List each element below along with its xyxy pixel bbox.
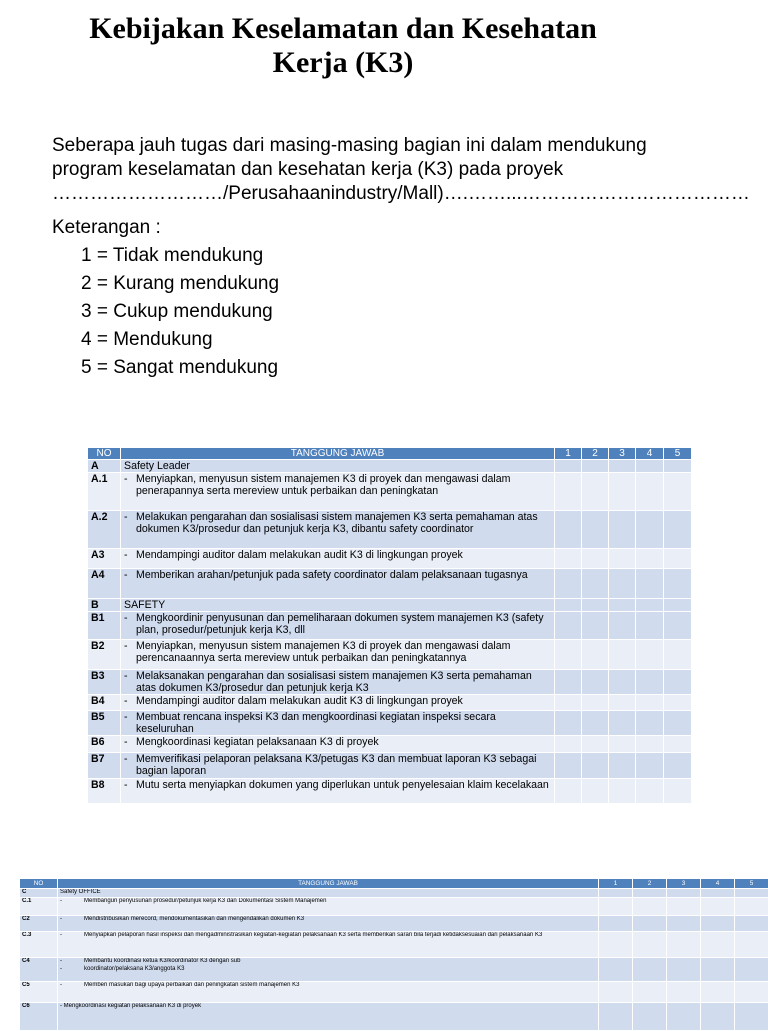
score-cell-3[interactable] — [609, 695, 636, 711]
score-cell-3[interactable] — [609, 753, 636, 779]
section-title: Safety Leader — [124, 460, 551, 472]
bullet-dash: - — [124, 779, 136, 791]
score-cell-1[interactable] — [555, 753, 582, 779]
row-number: C.3 — [20, 932, 58, 958]
score-cell-3[interactable] — [667, 932, 701, 958]
title-line-2: Kerja (K3) — [0, 46, 686, 80]
score-cell-2[interactable] — [582, 549, 609, 569]
score-cell-2[interactable] — [582, 511, 609, 549]
score-cell-3[interactable] — [667, 916, 701, 932]
table-row — [88, 640, 692, 670]
score-cell-2[interactable] — [582, 695, 609, 711]
row-number: A — [88, 460, 121, 473]
responsibility-text: Membantu koordinasi ketua K3/koordinator K3 dengan sub koordinator/pelaksana K3/anggota K3 — [84, 958, 596, 973]
score-cell-2[interactable] — [633, 916, 667, 932]
row-number: C — [20, 889, 58, 898]
score-cell-2[interactable] — [633, 958, 667, 982]
bullet-dash: - — [124, 511, 136, 535]
row-number: B8 — [88, 779, 121, 804]
score-cell-4[interactable] — [636, 695, 664, 711]
responsibility-text: Mutu serta menyiapkan dokumen yang diperlukan untuk penyelesaian klaim kecelakaan — [136, 779, 551, 791]
score-cell-5[interactable] — [664, 736, 692, 753]
responsibility-text: Menyiapkan pelaporan hasil inspeksi dan mengadministrasikan kegiatan-kegiatan pelaksanaan K3 serta memberikan saran bila terjadi ketidaksesuaian dari pelaksanaan K3 — [84, 932, 596, 940]
responsibility-text: Mendampingi auditor dalam melakukan audit K3 di lingkungan proyek — [136, 695, 551, 707]
row-number: B4 — [88, 695, 121, 711]
header-score-5: 5 — [735, 879, 768, 889]
responsibility-text: - Mengkoordinasi kegiatan pelaksanaan K3 di proyek — [60, 1003, 596, 1011]
row-number: C.1 — [20, 898, 58, 916]
score-cell-3[interactable] — [609, 473, 636, 511]
header-score-4: 4 — [636, 448, 664, 460]
table-row — [88, 473, 692, 511]
score-cell-4[interactable] — [636, 711, 664, 736]
responsibility-cell — [121, 736, 555, 753]
bullet-dash: - — [124, 612, 136, 636]
header-score-1: 1 — [599, 879, 633, 889]
document-title — [0, 12, 686, 80]
score-cell-3[interactable] — [609, 640, 636, 670]
row-number: B1 — [88, 612, 121, 640]
score-cell-1[interactable] — [555, 670, 582, 695]
responsibility-cell — [121, 753, 555, 779]
table-row — [20, 982, 768, 1003]
score-cell-5[interactable] — [664, 779, 692, 804]
score-cell-4[interactable] — [636, 670, 664, 695]
table-row — [88, 753, 692, 779]
responsibility-text: Membuat rencana inspeksi K3 dan mengkoordinasi kegiatan inspeksi secara keseluruhan — [136, 711, 551, 735]
score-cell-3[interactable] — [609, 549, 636, 569]
header-score-5: 5 — [664, 448, 692, 460]
score-cell-4[interactable] — [636, 599, 664, 612]
row-number: A3 — [88, 549, 121, 569]
legend-item: 1 = Tidak mendukung — [52, 242, 279, 270]
responsibility-cell — [121, 779, 555, 804]
header-no: NO — [20, 879, 58, 889]
score-cell-5[interactable] — [735, 898, 768, 916]
legend-heading: Keterangan : — [52, 214, 279, 242]
rating-legend — [52, 214, 279, 382]
responsibility-table-2 — [19, 878, 768, 1031]
score-cell-2[interactable] — [633, 932, 667, 958]
responsibility-text: Memberi masukan bagi upaya perbaikan dan peningkatan sistem manajemen K3 — [84, 982, 596, 990]
intro-line-1: Seberapa jauh tugas dari masing-masing bagian ini dalam mendukung — [52, 134, 752, 158]
bullet-dash: - - — [60, 958, 84, 973]
score-cell-1[interactable] — [555, 695, 582, 711]
title-line-1: Kebijakan Keselamatan dan Kesehatan — [0, 12, 686, 46]
score-cell-2[interactable] — [582, 612, 609, 640]
header-tanggung-jawab: TANGGUNG JAWAB — [58, 879, 599, 889]
table-row — [20, 932, 768, 958]
bullet-dash: - — [124, 736, 136, 748]
row-number: A4 — [88, 569, 121, 599]
responsibility-cell — [121, 670, 555, 695]
responsibility-text: Membangun penyusunan prosedur/petunjuk kerja K3 dan Dokumentasi Sistem Manajemen — [84, 898, 596, 906]
score-cell-1[interactable] — [599, 898, 633, 916]
bullet-dash: - — [124, 473, 136, 497]
score-cell-1[interactable] — [599, 932, 633, 958]
responsibility-cell — [121, 695, 555, 711]
score-cell-3[interactable] — [609, 670, 636, 695]
score-cell-4[interactable] — [636, 779, 664, 804]
score-cell-5[interactable] — [735, 916, 768, 932]
score-cell-5[interactable] — [664, 711, 692, 736]
responsibility-text: Mendampingi auditor dalam melakukan audit K3 di lingkungan proyek — [136, 549, 551, 561]
score-cell-4[interactable] — [701, 932, 735, 958]
responsibility-cell — [121, 569, 555, 599]
score-cell-1[interactable] — [599, 889, 633, 898]
score-cell-1[interactable] — [555, 460, 582, 473]
header-tanggung-jawab: TANGGUNG JAWAB — [121, 448, 555, 460]
score-cell-3[interactable] — [609, 711, 636, 736]
responsibility-text: Menyiapkan, menyusun sistem manajemen K3 di proyek dan mengawasi dalam penerapannya serta mereview untuk perbaikan dan peningkatan — [136, 473, 551, 497]
table-row — [88, 736, 692, 753]
bullet-dash: - — [124, 549, 136, 561]
row-number: B5 — [88, 711, 121, 736]
score-cell-1[interactable] — [555, 473, 582, 511]
table-row — [88, 569, 692, 599]
responsibility-table-1 — [87, 447, 692, 804]
score-cell-3[interactable] — [609, 569, 636, 599]
score-cell-5[interactable] — [664, 612, 692, 640]
score-cell-4[interactable] — [636, 753, 664, 779]
row-number: C5 — [20, 982, 58, 1003]
score-cell-5[interactable] — [735, 958, 768, 982]
score-cell-3[interactable] — [667, 889, 701, 898]
score-cell-5[interactable] — [735, 1003, 768, 1031]
responsibility-text: Menyiapkan, menyusun sistem manajemen K3 di proyek dan mengawasi dalam perencanaannya serta mereview untuk perbaikan dan peningkatannya — [136, 640, 551, 664]
legend-item: 4 = Mendukung — [52, 326, 279, 354]
score-cell-1[interactable] — [555, 599, 582, 612]
score-cell-1[interactable] — [555, 711, 582, 736]
legend-item: 2 = Kurang mendukung — [52, 270, 279, 298]
score-cell-2[interactable] — [582, 460, 609, 473]
score-cell-1[interactable] — [599, 1003, 633, 1031]
table-row — [20, 958, 768, 982]
intro-line-2: program keselamatan dan kesehatan kerja (K3) pada proyek — [52, 158, 752, 182]
section-row — [20, 889, 768, 898]
table-row — [88, 779, 692, 804]
score-cell-2[interactable] — [582, 711, 609, 736]
responsibility-cell — [58, 982, 599, 1003]
score-cell-1[interactable] — [555, 549, 582, 569]
section-row — [88, 460, 692, 473]
responsibility-cell — [121, 612, 555, 640]
row-number: B3 — [88, 670, 121, 695]
score-cell-5[interactable] — [664, 753, 692, 779]
responsibility-cell — [58, 1003, 599, 1031]
score-cell-2[interactable] — [582, 569, 609, 599]
responsibility-cell — [58, 958, 599, 982]
table-row — [88, 549, 692, 569]
score-cell-5[interactable] — [664, 599, 692, 612]
score-cell-2[interactable] — [633, 898, 667, 916]
section-title: Safety OFFICE — [60, 889, 596, 897]
header-score-3: 3 — [609, 448, 636, 460]
responsibility-cell — [121, 473, 555, 511]
header-score-1: 1 — [555, 448, 582, 460]
score-cell-3[interactable] — [609, 511, 636, 549]
legend-item: 5 = Sangat mendukung — [52, 354, 279, 382]
intro-line-3: ………………………/Perusahaanindustry/Mall)….……...……………………………… — [52, 182, 752, 206]
score-cell-1[interactable] — [555, 736, 582, 753]
score-cell-5[interactable] — [735, 932, 768, 958]
header-no: NO — [88, 448, 121, 460]
score-cell-1[interactable] — [555, 511, 582, 549]
bullet-dash: - — [60, 932, 84, 940]
responsibility-text: Mendistribusikan merecord, mendokumentasikan dan mengendalikan dokumen K3 — [84, 916, 596, 924]
bullet-dash: - — [124, 569, 136, 581]
table-row — [88, 511, 692, 549]
section-row — [88, 599, 692, 612]
score-cell-5[interactable] — [664, 670, 692, 695]
score-cell-4[interactable] — [636, 569, 664, 599]
responsibility-text: Melaksanakan pengarahan dan sosialisasi sistem manajemen K3 serta pemahaman atas dokumen K3/prosedur dan petunjuk kerja K3 — [136, 670, 551, 694]
score-cell-2[interactable] — [582, 599, 609, 612]
header-score-2: 2 — [582, 448, 609, 460]
row-number: B6 — [88, 736, 121, 753]
score-cell-4[interactable] — [701, 916, 735, 932]
score-cell-2[interactable] — [582, 736, 609, 753]
responsibility-cell — [58, 916, 599, 932]
score-cell-5[interactable] — [664, 460, 692, 473]
score-cell-4[interactable] — [636, 511, 664, 549]
score-cell-1[interactable] — [555, 569, 582, 599]
score-cell-3[interactable] — [609, 612, 636, 640]
score-cell-1[interactable] — [599, 982, 633, 1003]
responsibility-text: Memberikan arahan/petunjuk pada safety coordinator dalam pelaksanaan tugasnya — [136, 569, 551, 581]
table-row — [88, 711, 692, 736]
score-cell-2[interactable] — [582, 753, 609, 779]
bullet-dash: - — [124, 670, 136, 694]
header-score-4: 4 — [701, 879, 735, 889]
responsibility-cell — [58, 932, 599, 958]
score-cell-5[interactable] — [664, 569, 692, 599]
score-cell-5[interactable] — [664, 473, 692, 511]
score-cell-4[interactable] — [701, 1003, 735, 1031]
score-cell-4[interactable] — [701, 958, 735, 982]
row-number: C4 — [20, 958, 58, 982]
responsibility-cell — [121, 549, 555, 569]
score-cell-4[interactable] — [701, 898, 735, 916]
score-cell-4[interactable] — [636, 640, 664, 670]
score-cell-5[interactable] — [664, 640, 692, 670]
score-cell-2[interactable] — [582, 779, 609, 804]
intro-paragraph — [52, 134, 752, 206]
table-row — [88, 670, 692, 695]
score-cell-4[interactable] — [636, 473, 664, 511]
score-cell-3[interactable] — [609, 599, 636, 612]
score-cell-1[interactable] — [599, 916, 633, 932]
score-cell-3[interactable] — [667, 982, 701, 1003]
responsibility-cell — [121, 711, 555, 736]
responsibility-cell — [58, 898, 599, 916]
score-cell-4[interactable] — [636, 460, 664, 473]
bullet-dash: - — [124, 711, 136, 735]
bullet-dash: - — [60, 982, 84, 990]
table-row — [20, 916, 768, 932]
bullet-dash: - — [124, 640, 136, 664]
table-row — [20, 1003, 768, 1031]
responsibility-cell — [121, 460, 555, 473]
row-number: C2 — [20, 916, 58, 932]
score-cell-3[interactable] — [609, 460, 636, 473]
row-number: B — [88, 599, 121, 612]
table-row — [88, 695, 692, 711]
score-cell-4[interactable] — [636, 612, 664, 640]
header-score-3: 3 — [667, 879, 701, 889]
row-number: A.1 — [88, 473, 121, 511]
responsibility-cell — [121, 640, 555, 670]
bullet-dash: - — [124, 695, 136, 707]
score-cell-4[interactable] — [701, 982, 735, 1003]
score-cell-1[interactable] — [555, 612, 582, 640]
score-cell-3[interactable] — [667, 958, 701, 982]
score-cell-1[interactable] — [599, 958, 633, 982]
score-cell-5[interactable] — [664, 549, 692, 569]
score-cell-2[interactable] — [633, 889, 667, 898]
responsibility-text: Melakukan pengarahan dan sosialisasi sistem manajemen K3 serta pemahaman atas dokumen K3/prosedur dan petunjuk kerja K3, dibantu safety coordinator — [136, 511, 551, 535]
score-cell-2[interactable] — [633, 1003, 667, 1031]
responsibility-text: Mengkoordinir penyusunan dan pemeliharaan dokumen system manajemen K3 (safety plan, prosedur/petunjuk kerja K3, dll — [136, 612, 551, 636]
bullet-dash: - — [60, 916, 84, 924]
score-cell-3[interactable] — [609, 736, 636, 753]
score-cell-3[interactable] — [667, 898, 701, 916]
score-cell-4[interactable] — [636, 549, 664, 569]
bullet-dash: - — [60, 898, 84, 906]
score-cell-1[interactable] — [555, 640, 582, 670]
header-score-2: 2 — [633, 879, 667, 889]
score-cell-1[interactable] — [555, 779, 582, 804]
responsibility-cell — [58, 889, 599, 898]
row-number: A.2 — [88, 511, 121, 549]
responsibility-cell — [121, 511, 555, 549]
row-number: B2 — [88, 640, 121, 670]
score-cell-2[interactable] — [582, 473, 609, 511]
row-number: C6 — [20, 1003, 58, 1031]
table-row — [20, 898, 768, 916]
score-cell-3[interactable] — [609, 779, 636, 804]
row-number: B7 — [88, 753, 121, 779]
score-cell-4[interactable] — [636, 736, 664, 753]
responsibility-text: Mengkoordinasi kegiatan pelaksanaan K3 di proyek — [136, 736, 551, 748]
score-cell-3[interactable] — [667, 1003, 701, 1031]
score-cell-5[interactable] — [735, 982, 768, 1003]
score-cell-2[interactable] — [633, 982, 667, 1003]
score-cell-5[interactable] — [664, 695, 692, 711]
table-row — [88, 612, 692, 640]
responsibility-cell — [121, 599, 555, 612]
legend-item: 3 = Cukup mendukung — [52, 298, 279, 326]
score-cell-5[interactable] — [664, 511, 692, 549]
bullet-dash: - — [124, 753, 136, 777]
responsibility-text: Memverifikasi pelaporan pelaksana K3/petugas K3 dan membuat laporan K3 sebagai bagian laporan — [136, 753, 551, 777]
score-cell-5[interactable] — [735, 889, 768, 898]
section-title: SAFETY — [124, 599, 551, 611]
score-cell-4[interactable] — [701, 889, 735, 898]
score-cell-2[interactable] — [582, 640, 609, 670]
score-cell-2[interactable] — [582, 670, 609, 695]
